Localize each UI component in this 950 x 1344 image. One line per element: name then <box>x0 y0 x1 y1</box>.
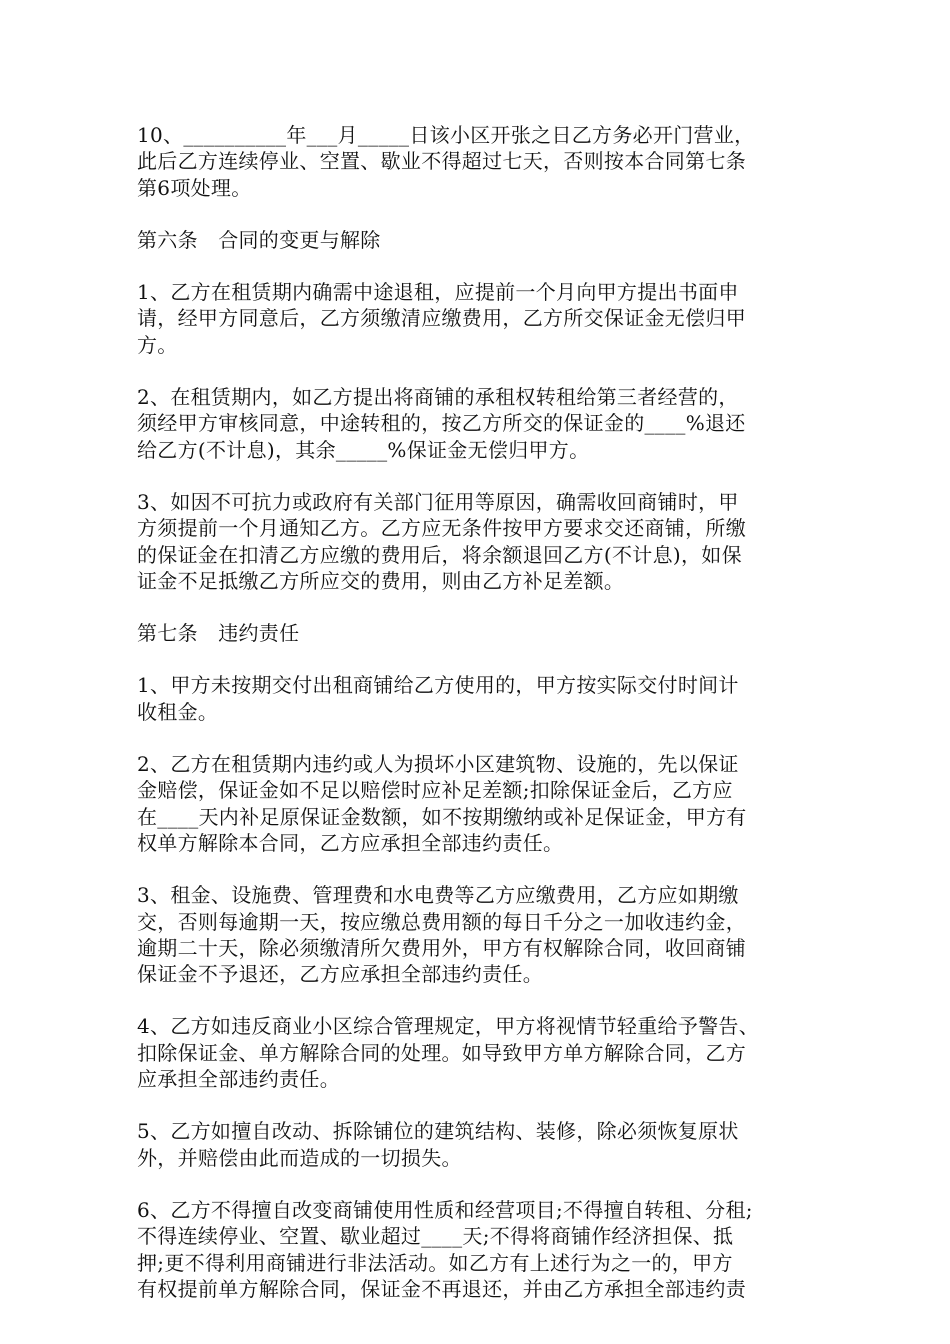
text-line: 方须提前一个月通知乙方。乙方应无条件按甲方要求交还商铺，所缴 <box>137 516 746 541</box>
text-line: 2、在租赁期内，如乙方提出将商铺的承租权转租给第三者经营的， <box>137 385 739 410</box>
text-line: 10、__________年___月_____日该小区开张之日乙方务必开门营业， <box>137 123 755 147</box>
text-line: 应承担全部违约责任。 <box>137 1067 340 1092</box>
article-7-item-6 <box>137 1197 827 1302</box>
heading-line: 第七条 违约责任 <box>137 621 300 646</box>
text-line: 权单方解除本合同，乙方应承担全部违约责任。 <box>137 830 564 855</box>
text-line: 2、乙方在租赁期内违约或人为损坏小区建筑物、设施的，先以保证 <box>137 752 739 777</box>
text-line: 4、乙方如违反商业小区综合管理规定，甲方将视情节轻重给予警告、 <box>137 1014 760 1039</box>
text-line: 的保证金在扣清乙方应缴的费用后，将余额退回乙方(不计息)，如保 <box>137 542 742 567</box>
text-line: 1、甲方未按期交付出租商铺给乙方使用的，甲方按实际交付时间计 <box>137 673 739 698</box>
text-line: 1、乙方在租赁期内确需中途退租，应提前一个月向甲方提出书面申 <box>137 280 739 305</box>
text-line: 金赔偿，保证金如不足以赔偿时应补足差额;扣除保证金后，乙方应 <box>137 778 733 803</box>
text-line: 须经甲方审核同意，中途转租的，按乙方所交的保证金的____%退还 <box>137 411 746 436</box>
text-line: 保证金不予退还，乙方应承担全部违约责任。 <box>137 962 543 987</box>
text-line: 证金不足抵缴乙方所应交的费用，则由乙方补足差额。 <box>137 568 625 593</box>
text-line: 有权提前单方解除合同，保证金不再退还，并由乙方承担全部违约责 <box>137 1276 746 1301</box>
article-7-item-1 <box>137 672 827 725</box>
article-6-item-3 <box>137 489 827 594</box>
article-7-item-2 <box>137 751 827 856</box>
text-line: 第6项处理。 <box>137 175 252 200</box>
text-line: 押;更不得利用商铺进行非法活动。如乙方有上述行为之一的，甲方 <box>137 1250 733 1275</box>
heading-line: 第六条 合同的变更与解除 <box>137 227 381 252</box>
text-line: 收租金。 <box>137 699 219 724</box>
text-line: 外，并赔偿由此而造成的一切损失。 <box>137 1145 462 1170</box>
text-line: 3、租金、设施费、管理费和水电费等乙方应缴费用，乙方应如期缴 <box>137 883 739 908</box>
text-line: 给乙方(不计息)，其余_____%保证金无偿归甲方。 <box>137 437 590 462</box>
text-line: 3、如因不可抗力或政府有关部门征用等原因，确需收回商铺时，甲 <box>137 489 739 514</box>
text-line: 逾期二十天，除必须缴清所欠费用外，甲方有权解除合同，收回商铺 <box>137 935 746 960</box>
text-line: 扣除保证金、单方解除合同的处理。如导致甲方单方解除合同，乙方 <box>137 1040 746 1065</box>
document-page <box>137 122 827 1328</box>
text-line: 此后乙方连续停业、空置、歇业不得超过七天，否则按本合同第七条 <box>137 149 746 174</box>
article-6-item-2 <box>137 384 827 463</box>
text-line: 请，经甲方同意后，乙方须缴清应缴费用，乙方所交保证金无偿归甲 <box>137 306 746 331</box>
text-line: 在____天内补足原保证金数额，如不按期缴纳或补足保证金，甲方有 <box>137 804 747 829</box>
text-line: 不得连续停业、空置、歇业超过____天;不得将商铺作经济担保、抵 <box>137 1224 734 1249</box>
article-6-heading <box>137 227 827 253</box>
article-6-item-1 <box>137 279 827 358</box>
article-7-heading <box>137 620 827 646</box>
text-line: 交，否则每逾期一天，按应缴总费用额的每日千分之一加收违约金， <box>137 909 746 934</box>
text-line: 方。 <box>137 332 178 357</box>
text-line: 6、乙方不得擅自改变商铺使用性质和经营项目;不得擅自转租、分租; <box>137 1197 753 1222</box>
article-7-item-5 <box>137 1118 827 1171</box>
article-7-item-4 <box>137 1013 827 1092</box>
clause-5-item-10 <box>137 122 827 201</box>
text-line: 5、乙方如擅自改动、拆除铺位的建筑结构、装修，除必须恢复原状 <box>137 1119 739 1144</box>
article-7-item-3 <box>137 882 827 987</box>
